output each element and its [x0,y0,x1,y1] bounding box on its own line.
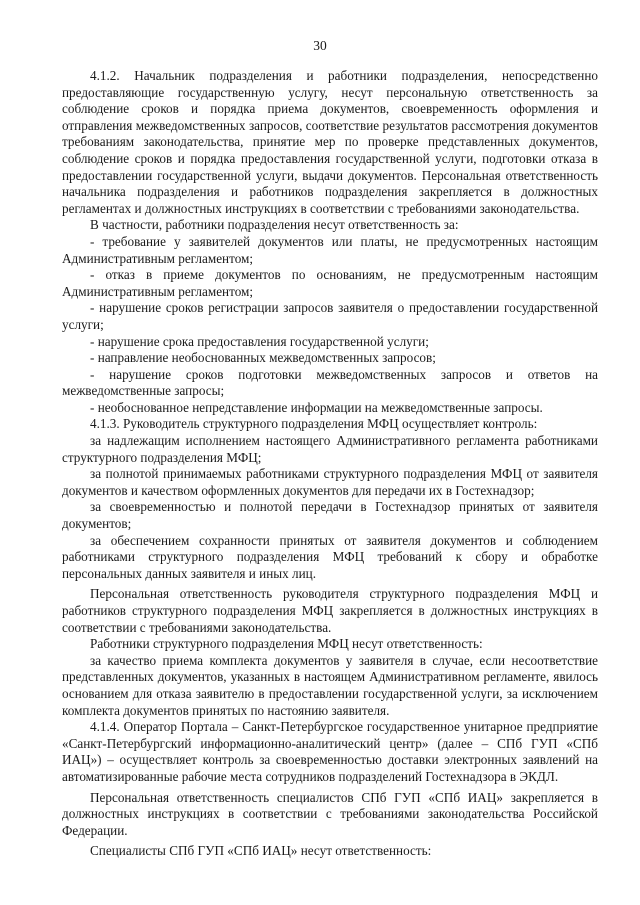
list-item: - нарушение срока предоставления государственной услуги; [90,333,429,349]
paragraph-mfc-staff-quality: за качество приема комплекта документов у заявителя в случае, если несоответствие представленных документов, указанных в настоящем Административном регламенте, явилось основанием для отказа заявителю в предоставлении государственной услуги, за исключением комплекта документов принятых по настоянию заявителя. [62,652,598,718]
document-body [62,68,598,860]
list-item: - требование у заявителей документов или платы, не предусмотренных настоящим Административным регламентом; [62,233,598,266]
list-item: - направление необоснованных межведомственных запросов; [90,350,436,366]
control-item: за своевременностью и полнотой передачи в Гостехнадзор принятых от заявителя документов; [62,499,598,532]
list-item: - нарушение сроков регистрации запросов заявителя о предоставлении государственной услуги; [62,300,598,332]
paragraph-4-1-2: 4.1.2. Начальник подразделения и работники подразделения, непосредственно предоставляющие государственную услугу, несут персональную ответственность за соблюдение сроков и порядка приема документов, своевременность оформления и отправления межведомственных запросов, соответствие результатов рассмотрения документов требованиям законодательства, принятие мер по проверке представленных документов, соблюдение сроков и порядка предоставления государственной услуги, подготовки отказа в предоставлении государственной услуги, выдачи документов. Персональная ответственность начальника подразделения и работников подразделения закрепляется в должностных регламентах и должностных инструкциях в соответствии с требованиями законодательства. [62,68,598,216]
page-number: 30 [313,38,327,53]
list-item: - необоснованное непредставление информации на межведомственные запросы. [90,399,543,415]
paragraph-mfc-staff-intro: Работники структурного подразделения МФЦ несут ответственность: [90,636,483,652]
paragraph-4-1-4: 4.1.4. Оператор Портала – Санкт-Петербургское государственное унитарное предприятие «Санкт-Петербургский информационно-аналитический центр» (далее – СПб ГУП «СПб ИАЦ») – осуществляет контроль за своевременностью доставки электронных заявлений на автоматизированные рабочие места сотрудников подразделений Гостехнадзора в ЭКДЛ. [62,719,598,784]
paragraph-iac-staff-intro: Специалисты СПб ГУП «СПб ИАЦ» несут ответственность: [90,843,432,859]
paragraph-mfc-head-responsibility: Персональная ответственность руководителя структурного подразделения МФЦ и работников структурного подразделения МФЦ закрепляется в должностных инструкциях в соответствии с требованиями законодательства. [62,586,598,635]
paragraph-iac-responsibility: Персональная ответственность специалистов СПб ГУП «СПб ИАЦ» закрепляется в должностных инструкциях в соответствии с требованиями законодательства Российской Федерации. [62,789,598,838]
control-item: за полнотой принимаемых работниками структурного подразделения МФЦ от заявителя документов и качеством оформленных документов для передачи их в Гостехнадзор; [62,466,598,498]
paragraph-responsibility-intro: В частности, работники подразделения несут ответственность за: [90,217,459,233]
control-item: за обеспечением сохранности принятых от заявителя документов и соблюдением работниками структурного подразделения МФЦ требований к сбору и обработке персональных данных заявителя и иных лиц. [62,532,598,581]
paragraph-4-1-3: 4.1.3. Руководитель структурного подразделения МФЦ осуществляет контроль: [90,416,538,432]
list-item: - нарушение сроков подготовки межведомственных запросов и ответов на межведомственные запросы; [62,366,598,399]
list-item: - отказ в приеме документов по основаниям, не предусмотренным настоящим Административным регламентом; [62,267,598,299]
control-item: за надлежащим исполнением настоящего Административного регламента работниками структурного подразделения МФЦ; [62,433,598,465]
